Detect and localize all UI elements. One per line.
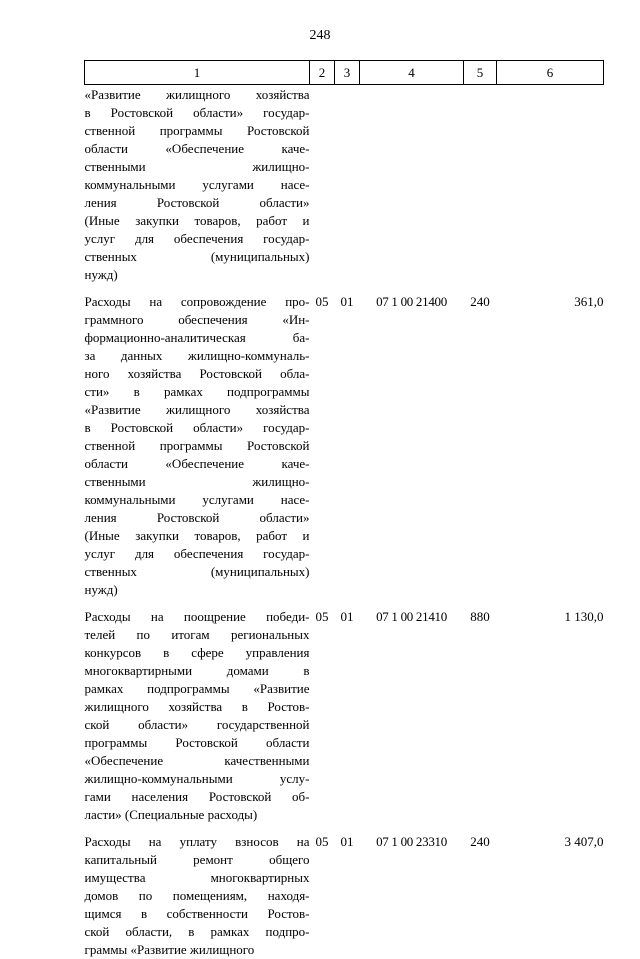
subsection-code: 01 xyxy=(335,599,360,824)
description-line: в Ростовской области» государ- xyxy=(85,419,310,437)
description-line: граммного обеспечения «Ин- xyxy=(85,311,310,329)
amount: 1 130,0 xyxy=(497,599,604,824)
description-line: услуг для обеспечения государ- xyxy=(85,545,310,563)
description-line: жилищного хозяйства в Ростов- xyxy=(85,698,310,716)
description-line: нужд) xyxy=(85,581,310,599)
description-line: ственных (муниципальных) xyxy=(85,563,310,581)
table-body xyxy=(85,85,604,959)
target-article-code: 07 1 00 21400 xyxy=(360,284,464,599)
description-line: капитальный ремонт общего xyxy=(85,851,310,869)
subsection-code: 01 xyxy=(335,284,360,599)
description-line: имущества многоквартирных xyxy=(85,869,310,887)
subsection-code xyxy=(335,85,360,285)
table-row xyxy=(85,85,604,285)
section-code xyxy=(310,85,335,285)
description-line: «Развитие жилищного хозяйства xyxy=(85,86,310,104)
description-line: ственной программы Ростовской xyxy=(85,437,310,455)
description-line: Расходы на уплату взносов на xyxy=(85,833,310,851)
column-header: 5 xyxy=(464,61,497,85)
expense-type-code: 240 xyxy=(464,284,497,599)
column-header: 2 xyxy=(310,61,335,85)
column-header: 4 xyxy=(360,61,464,85)
table-row xyxy=(85,599,604,824)
page-number: 248 xyxy=(0,28,640,44)
description-line: коммунальными услугами насе- xyxy=(85,491,310,509)
column-header: 3 xyxy=(335,61,360,85)
description-line: за данных жилищно-коммуналь- xyxy=(85,347,310,365)
amount xyxy=(497,85,604,285)
section-code: 05 xyxy=(310,599,335,824)
expense-type-code xyxy=(464,85,497,285)
expense-description xyxy=(85,85,310,285)
description-line: области «Обеспечение каче- xyxy=(85,140,310,158)
table-row xyxy=(85,824,604,959)
target-article-code: 07 1 00 23310 xyxy=(360,824,464,959)
description-line: рамках подпрограммы «Развитие xyxy=(85,680,310,698)
description-line: щимся в собственности Ростов- xyxy=(85,905,310,923)
budget-table xyxy=(84,60,604,959)
description-line: в Ростовской области» государ- xyxy=(85,104,310,122)
description-line: коммунальными услугами насе- xyxy=(85,176,310,194)
description-line: ской области» государственной xyxy=(85,716,310,734)
target-article-code xyxy=(360,85,464,285)
table-header-row xyxy=(85,61,604,85)
expense-type-code: 880 xyxy=(464,599,497,824)
description-line: ления Ростовской области» xyxy=(85,194,310,212)
description-line: ного хозяйства Ростовской обла- xyxy=(85,365,310,383)
subsection-code: 01 xyxy=(335,824,360,959)
description-line: ласти» (Специальные расходы) xyxy=(85,806,310,824)
description-line: ственных (муниципальных) xyxy=(85,248,310,266)
column-header: 1 xyxy=(85,61,310,85)
description-line: услуг для обеспечения государ- xyxy=(85,230,310,248)
description-line: программы Ростовской области xyxy=(85,734,310,752)
expense-description xyxy=(85,284,310,599)
amount: 361,0 xyxy=(497,284,604,599)
expense-description xyxy=(85,824,310,959)
description-line: области «Обеспечение каче- xyxy=(85,455,310,473)
description-line: граммы «Развитие жилищного xyxy=(85,941,310,959)
expense-type-code: 240 xyxy=(464,824,497,959)
description-line: жилищно-коммунальными услу- xyxy=(85,770,310,788)
target-article-code: 07 1 00 21410 xyxy=(360,599,464,824)
description-line: нужд) xyxy=(85,266,310,284)
description-line: «Обеспечение качественными xyxy=(85,752,310,770)
column-header: 6 xyxy=(497,61,604,85)
description-line: сти» в рамках подпрограммы xyxy=(85,383,310,401)
description-line: (Иные закупки товаров, работ и xyxy=(85,527,310,545)
description-line: гами населения Ростовской об- xyxy=(85,788,310,806)
description-line: многоквартирными домами в xyxy=(85,662,310,680)
description-line: ской области, в рамках подпро- xyxy=(85,923,310,941)
description-line: Расходы на поощрение победи- xyxy=(85,608,310,626)
description-line: ственной программы Ростовской xyxy=(85,122,310,140)
description-line: «Развитие жилищного хозяйства xyxy=(85,401,310,419)
description-line: ственными жилищно- xyxy=(85,158,310,176)
expense-description xyxy=(85,599,310,824)
description-line: Расходы на сопровождение про- xyxy=(85,293,310,311)
description-line: конкурсов в сфере управления xyxy=(85,644,310,662)
table-row xyxy=(85,284,604,599)
amount: 3 407,0 xyxy=(497,824,604,959)
description-line: телей по итогам региональных xyxy=(85,626,310,644)
section-code: 05 xyxy=(310,284,335,599)
description-line: (Иные закупки товаров, работ и xyxy=(85,212,310,230)
description-line: ления Ростовской области» xyxy=(85,509,310,527)
description-line: домов по помещениям, находя- xyxy=(85,887,310,905)
description-line: ственными жилищно- xyxy=(85,473,310,491)
section-code: 05 xyxy=(310,824,335,959)
description-line: формационно-аналитическая ба- xyxy=(85,329,310,347)
